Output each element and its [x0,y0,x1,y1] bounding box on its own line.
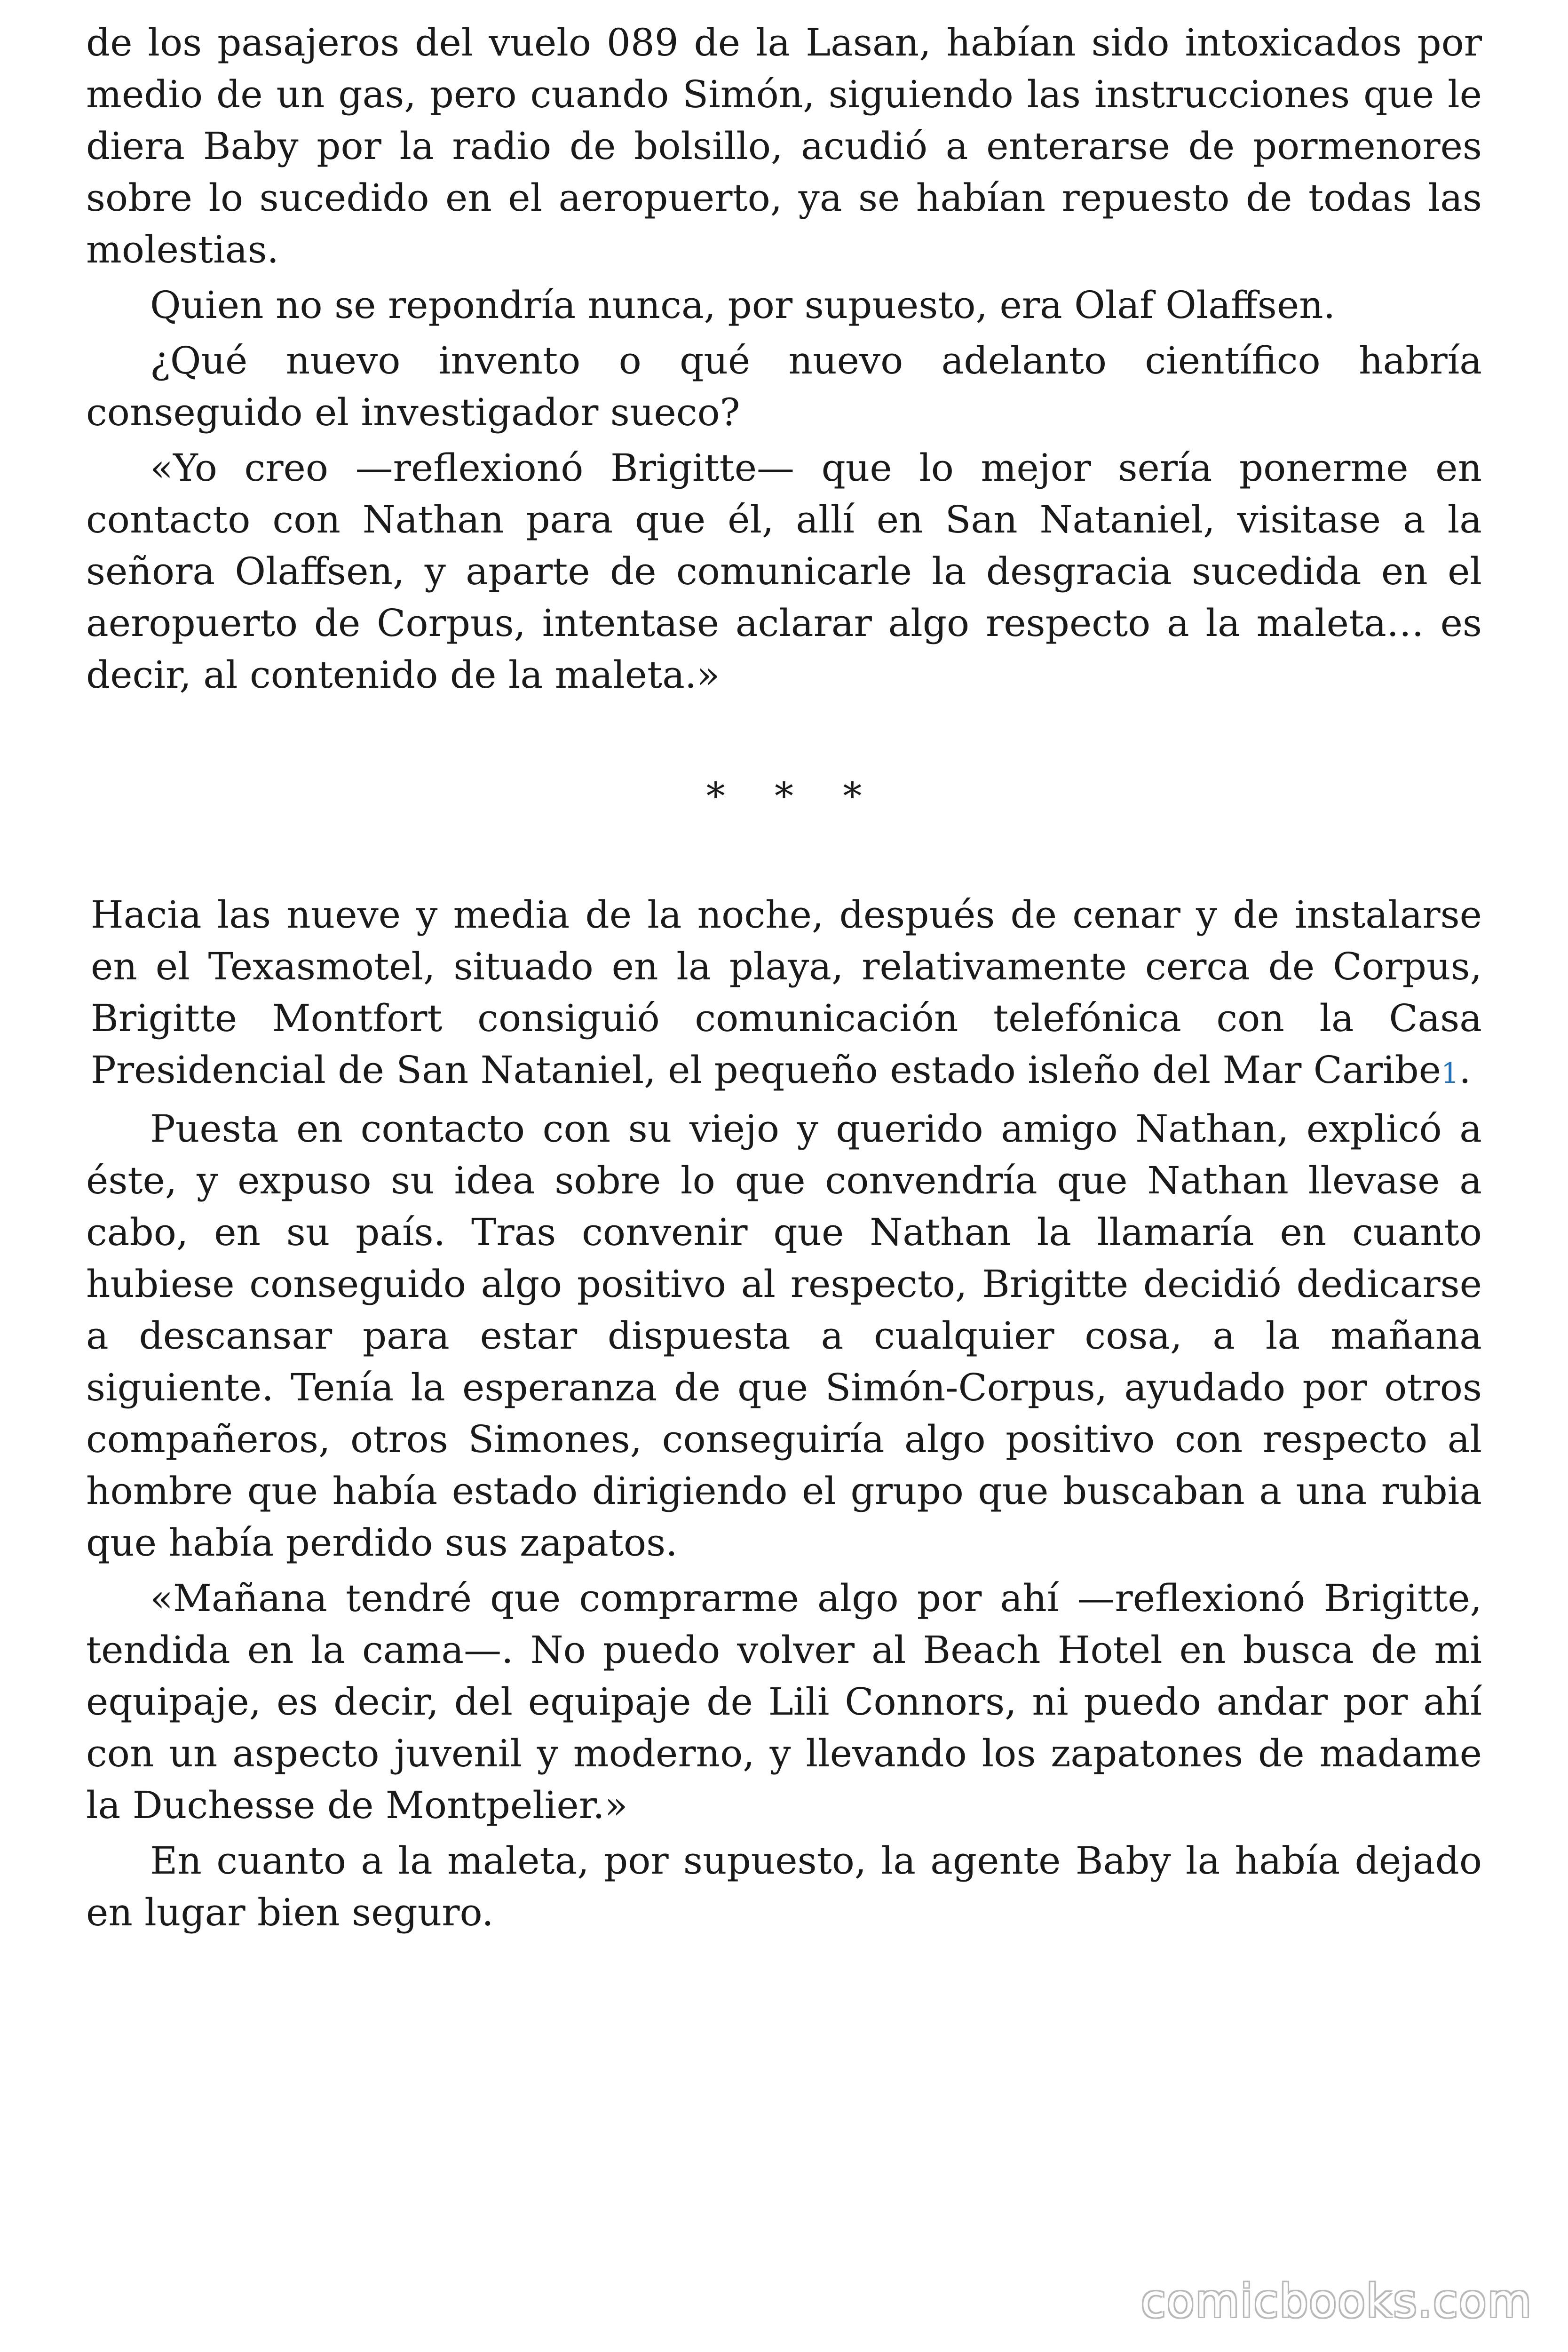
paragraph: ¿Qué nuevo invento o qué nuevo adelanto científico habría conseguido el investigador sueco? [86,339,1482,434]
paragraph: En cuanto a la maleta, por supuesto, la agente Baby la había dejado en lugar bien seguro. [86,1839,1482,1934]
watermark-logo: comicbooks.com [1140,2275,1532,2328]
section-opening-text: Hacia las nueve y media de la noche, después de cenar y de instalarse en el Texasmotel, situado en la playa, relativamente cerca de Corpus, Brigitte Montfort consiguió comunicación telefónica con la Casa Presidencial de San Nataniel, el pequeño estado isleño del Mar Caribe [91,893,1482,1092]
paragraph: «Yo creo —reflexionó Brigitte— que lo mejor sería ponerme en contacto con Nathan para que él, allí en San Nataniel, visitase a la señora Olaffsen, y aparte de comunicarle la desgracia sucedida en el aeropuerto de Corpus, intentase aclarar algo respecto a la maleta… es decir, al contenido de la maleta.» [86,446,1482,697]
paragraph: Quien no se repondría nunca, por supuesto, era Olaf Olaffsen. [150,283,1336,327]
document-page [86,17,1482,1942]
section-opening-end: . [1459,1048,1471,1092]
footnote-link[interactable]: 1 [1441,1057,1459,1090]
section-opening-paragraph [86,889,1482,1099]
paragraph-continued: de los pasajeros del vuelo 089 de la Lasan, habían sido intoxicados por medio de un gas, pero cuando Simón, siguiendo las instrucciones que le diera Baby por la radio de bolsillo, acudió a enterarse de pormenores sobre lo sucedido en el aeropuerto, ya se habían repuesto de todas las molestias. [86,21,1482,271]
paragraph: «Mañana tendré que comprarme algo por ahí —reflexionó Brigitte, tendida en la cama—. No puedo volver al Beach Hotel en busca de mi equipaje, es decir, del equipaje de Lili Connors, ni puedo andar por ahí con un aspecto juvenil y moderno, y llevando los zapatones de madame la Duchesse de Montpelier.» [86,1576,1482,1827]
paragraph: Puesta en contacto con su viejo y querido amigo Nathan, explicó a éste, y expuso su idea sobre lo que convendría que Nathan llevase a cabo, en su país. Tras convenir que Nathan la llamaría en cuanto hubiese conseguido algo positivo al respecto, Brigitte decidió dedicarse a descansar para estar dispuesta a cualquier cosa, a la mañana siguiente. Tenía la esperanza de que Simón-Corpus, ayudado por otros compañeros, otros Simones, conseguiría algo positivo con respecto al hombre que había estado dirigiendo el grupo que buscaban a una rubia que había perdido sus zapatos. [86,1107,1482,1565]
section-separator: * * * [706,774,881,818]
